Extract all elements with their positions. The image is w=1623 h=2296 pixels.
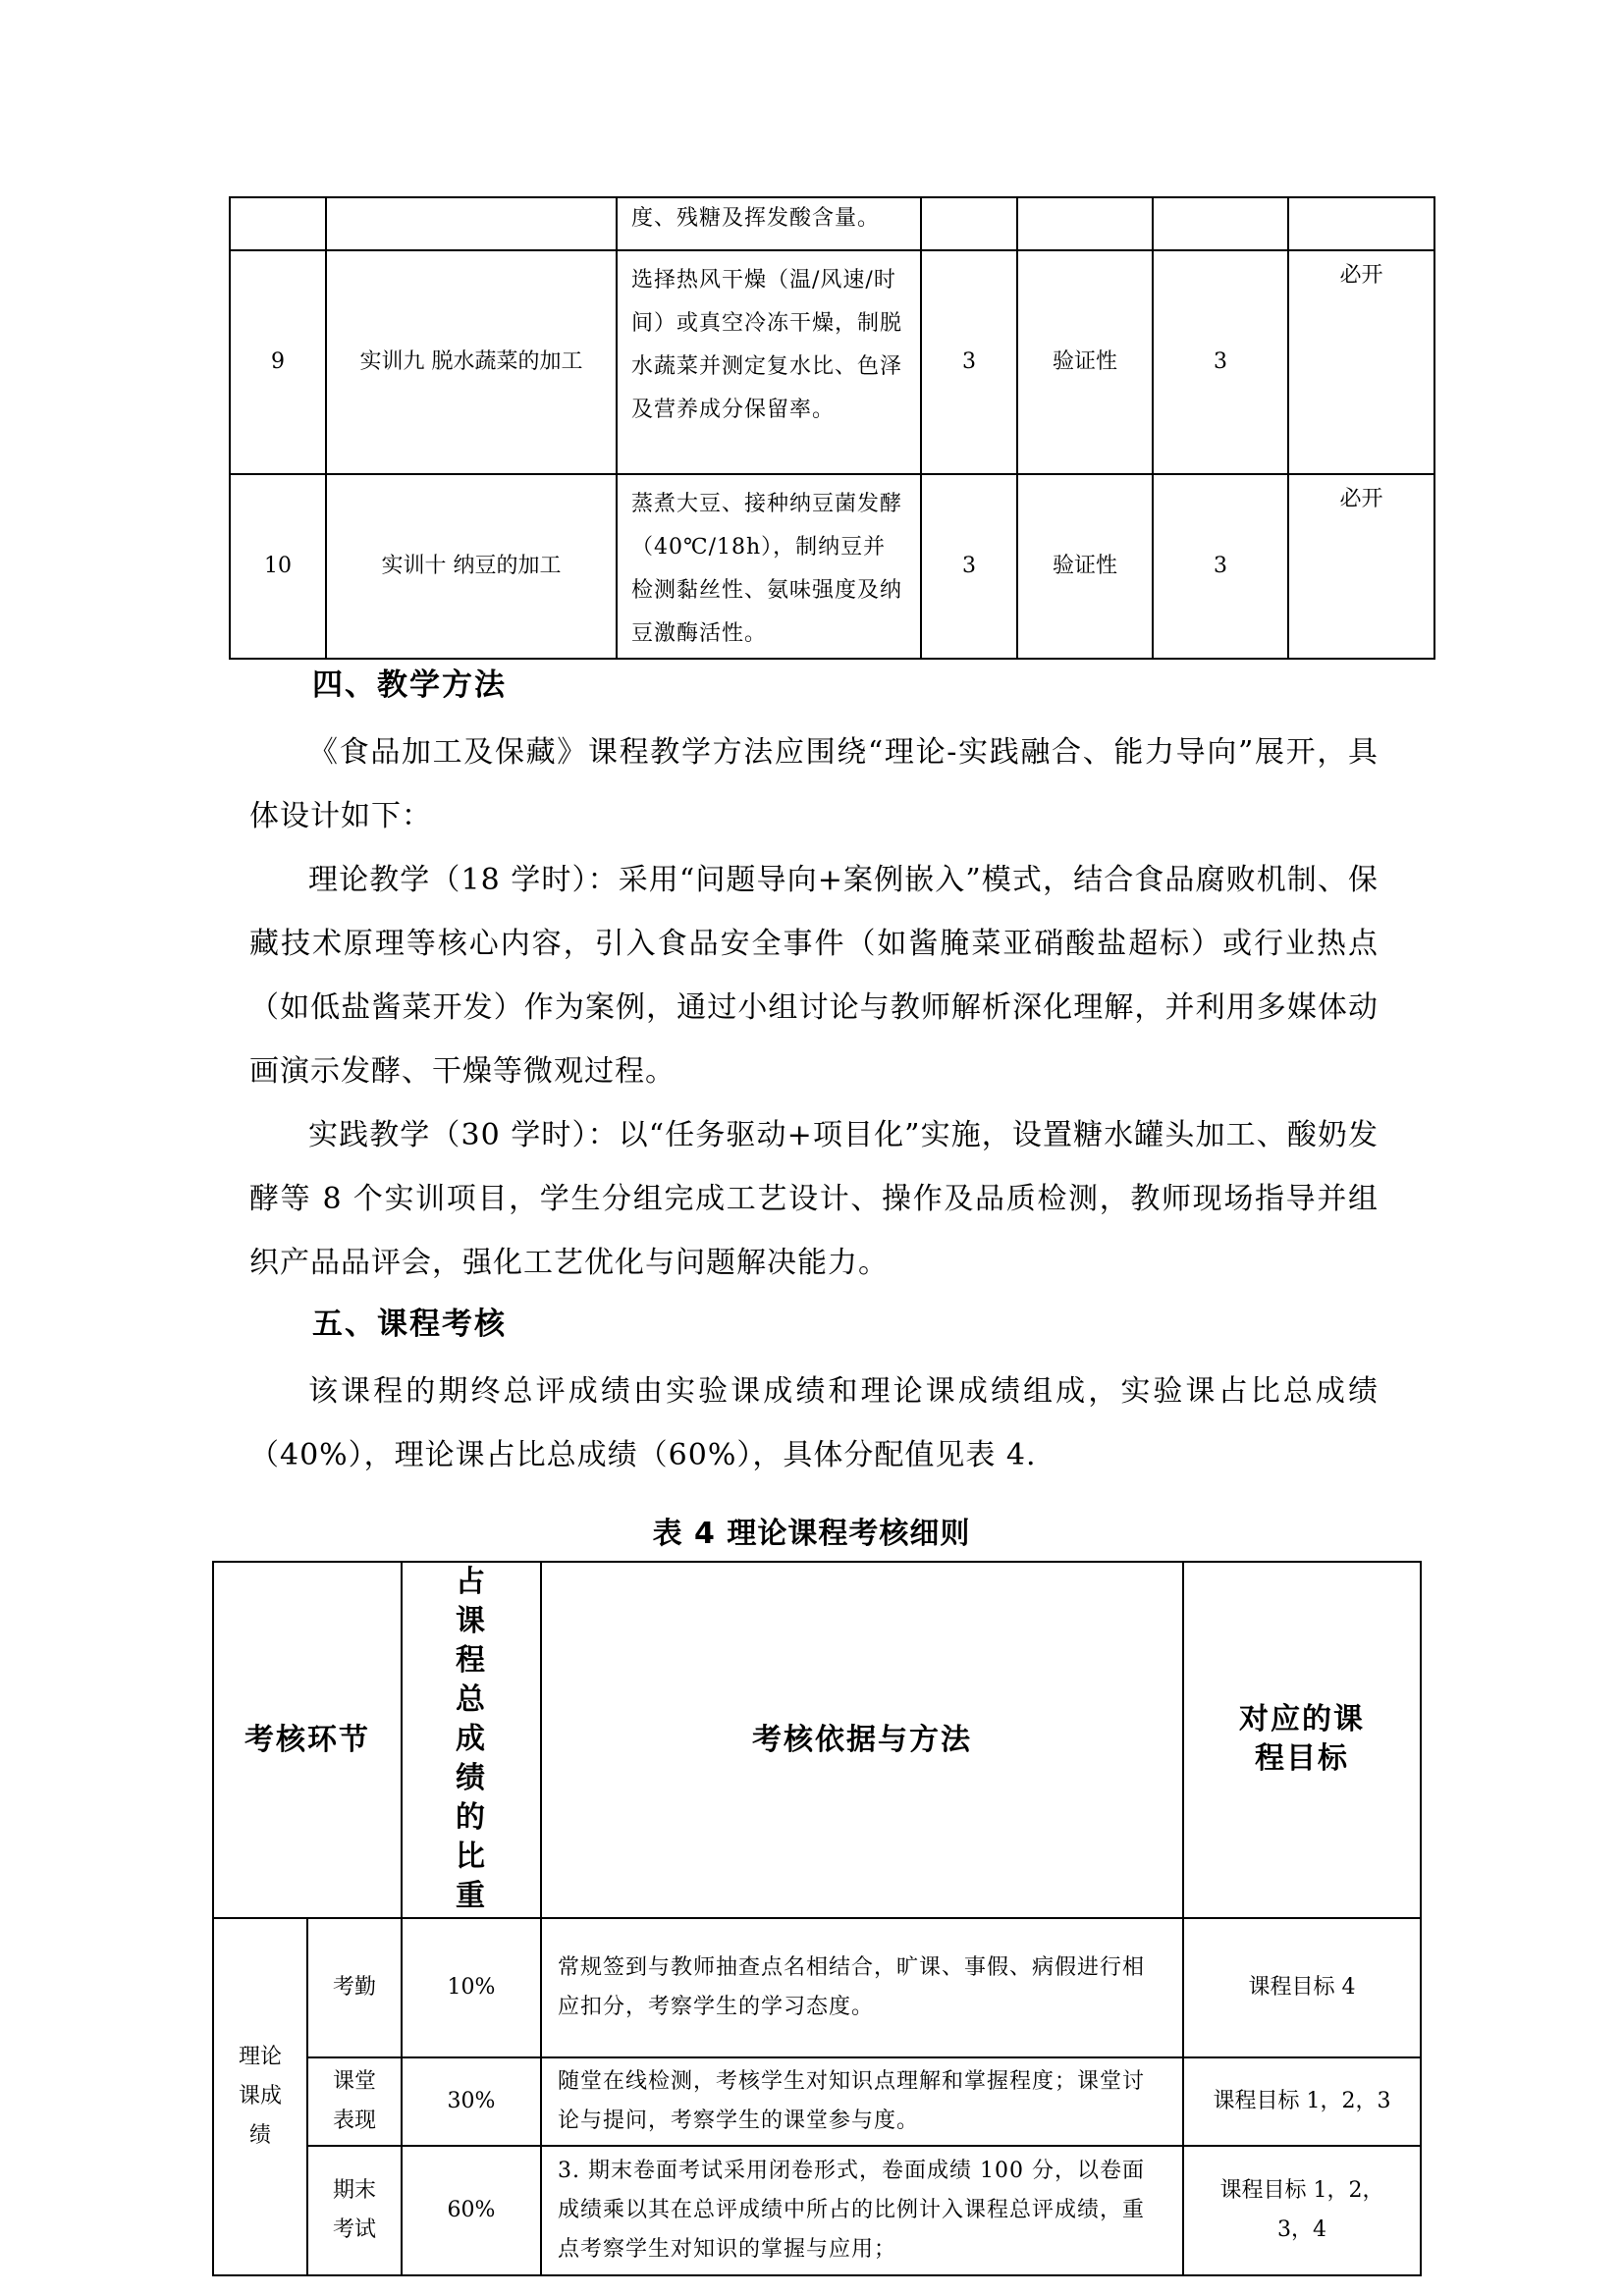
table-caption: 表 4 理论课程考核细则 <box>652 1517 971 1551</box>
assessment-item: 课堂表现 <box>307 2057 402 2146</box>
assessment-basis: 常规签到与教师抽查点名相结合，旷课、事假、病假进行相应扣分，考察学生的学习态度。 <box>541 1918 1183 2057</box>
project-hours: 3 <box>921 250 1017 474</box>
assessment-basis: 随堂在线检测，考核学生对知识点理解和掌握程度；课堂讨论与提问，考察学生的课堂参与度。 <box>541 2057 1183 2146</box>
header-section: 考核环节 <box>213 1562 402 1918</box>
project-hours: 3 <box>921 474 1017 659</box>
table-row <box>213 2146 1421 2275</box>
project-content: 度、残糖及挥发酸含量。 <box>617 197 921 250</box>
project-name <box>326 197 617 250</box>
paragraph: 实践教学（30 学时）：以“任务驱动+项目化”实施，设置糖水罐头加工、酸奶发酵等 8 个实训项目，学生分组完成工艺设计、操作及品质检测，教师现场指导并组织产品品评会，强化工艺优化与问题解决能力。 <box>249 1118 1379 1280</box>
header-objective: 对应的课程目标 <box>1183 1562 1421 1918</box>
project-required: 必开 <box>1288 250 1434 474</box>
project-type: 验证性 <box>1017 250 1153 474</box>
row-number: 10 <box>230 474 326 659</box>
paragraph: 《食品加工及保藏》课程教学方法应围绕“理论-实践融合、能力导向”展开，具体设计如下： <box>249 735 1379 833</box>
project-content: 选择热风干燥（温/风速/时间）或真空冷冻干燥，制脱水蔬菜并测定复水比、色泽及营养成分保留率。 <box>617 250 921 474</box>
assessment-objective: 课程目标 4 <box>1183 1918 1421 2057</box>
table-row <box>230 250 1434 474</box>
project-type: 验证性 <box>1017 474 1153 659</box>
table-header-row <box>213 1562 1421 1918</box>
project-content: 蒸煮大豆、接种纳豆菌发酵（40℃/18h），制纳豆并检测黏丝性、氨味强度及纳豆激酶活性。 <box>617 474 921 659</box>
table-row <box>230 474 1434 659</box>
project-hours <box>921 197 1017 250</box>
project-count: 3 <box>1153 474 1288 659</box>
assessment-item: 考勤 <box>307 1918 402 2057</box>
table-row <box>230 197 1434 250</box>
project-required: 必开 <box>1288 474 1434 659</box>
header-weight: 占课程总成绩的比重 <box>402 1562 541 1918</box>
row-number <box>230 197 326 250</box>
group-label: 理论课成绩 <box>213 1918 307 2275</box>
project-required <box>1288 197 1434 250</box>
assessment-weight: 10% <box>402 1918 541 2057</box>
project-count <box>1153 197 1288 250</box>
table-row <box>213 2057 1421 2146</box>
assessment-basis: 3. 期末卷面考试采用闭卷形式，卷面成绩 100 分，以卷面成绩乘以其在总评成绩中所占的比例计入课程总评成绩，重点考察学生对知识的掌握与应用； <box>541 2146 1183 2275</box>
assessment-objective: 课程目标 1，2，3 <box>1183 2057 1421 2146</box>
header-basis: 考核依据与方法 <box>541 1562 1183 1918</box>
section-heading-teaching-methods: 四、教学方法 <box>312 667 507 703</box>
paragraph: 该课程的期终总评成绩由实验课成绩和理论课成绩组成，实验课占比总成绩（40%），理论课占比总成绩（60%），具体分配值见表 4. <box>249 1374 1379 1472</box>
assessment-objective: 课程目标 1，2，3，4 <box>1183 2146 1421 2275</box>
assessment-weight: 60% <box>402 2146 541 2275</box>
project-type <box>1017 197 1153 250</box>
paragraph: 理论教学（18 学时）：采用“问题导向+案例嵌入”模式，结合食品腐败机制、保藏技术原理等核心内容，引入食品安全事件（如酱腌菜亚硝酸盐超标）或行业热点（如低盐酱菜开发）作为案例，通过小组讨论与教师解析深化理解，并利用多媒体动画演示发酵、干燥等微观过程。 <box>249 863 1379 1089</box>
project-count: 3 <box>1153 250 1288 474</box>
assessment-weight: 30% <box>402 2057 541 2146</box>
section-heading-assessment: 五、课程考核 <box>312 1307 507 1342</box>
assessment-table <box>212 1561 1422 2276</box>
project-name: 实训九 脱水蔬菜的加工 <box>326 250 617 474</box>
assessment-item: 期末考试 <box>307 2146 402 2275</box>
project-name: 实训十 纳豆的加工 <box>326 474 617 659</box>
row-number: 9 <box>230 250 326 474</box>
table-row <box>213 1918 1421 2057</box>
training-table <box>229 196 1435 660</box>
